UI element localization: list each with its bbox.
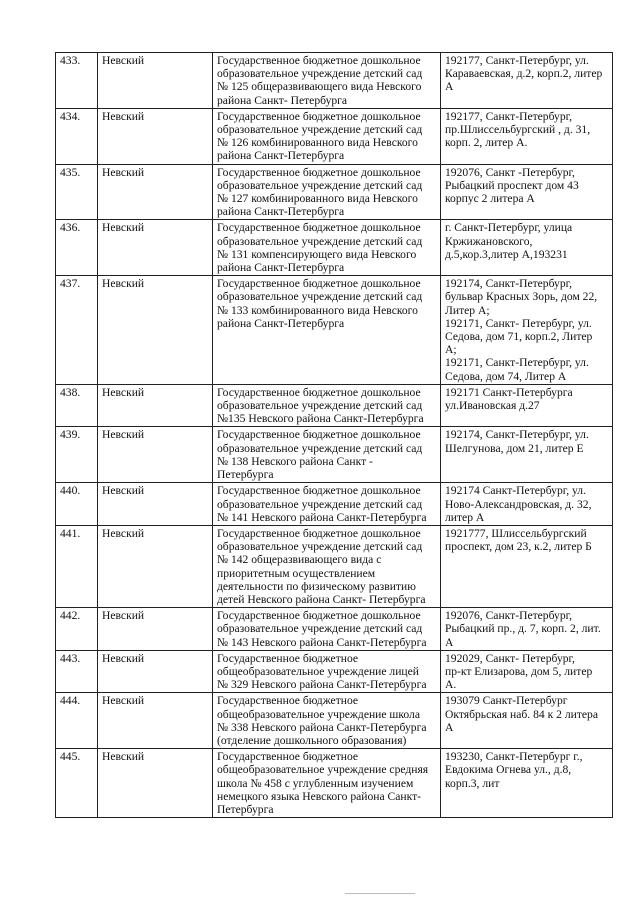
institution-name: Государственное бюджетное дошкольное образовательное учреждение детский сад № 126 комбинированного вида Невского района Санкт-Петербурга — [217, 109, 423, 163]
address-cell — [441, 483, 613, 526]
institution-name-cell — [213, 384, 441, 427]
address-cell — [441, 108, 613, 164]
address: 192029, Санкт- Петербург, пр-кт Елизарова, дом 5, литер А. — [445, 651, 593, 692]
table-row — [56, 749, 613, 818]
address: 192076, Санкт-Петербург, Рыбацкий пр., д. 7, корп. 2, лит. А — [445, 609, 601, 649]
institution-name-cell — [213, 693, 441, 749]
address: 1921777, Шлиссельбургский проспект, дом 23, к.2, литер Б — [445, 526, 592, 554]
row-number: 441. — [56, 525, 98, 607]
institution-name-cell — [213, 164, 441, 220]
table-row — [56, 525, 613, 607]
institution-name-cell — [213, 108, 441, 164]
institution-name-cell — [213, 525, 441, 607]
district-cell: Невский — [98, 483, 213, 526]
address-cell — [441, 384, 613, 427]
kindergarten-registry-table — [55, 52, 613, 818]
institution-name: Государственное бюджетное дошкольное образовательное учреждение детский сад № 143 Невского района Санкт-Петербурга — [217, 609, 427, 649]
district-cell: Невский — [98, 608, 213, 651]
district-cell: Невский — [98, 53, 213, 109]
address: г. Санкт-Петербург, улица Кржижановского, д.5,кор.3,литер А,193231 — [445, 221, 573, 261]
row-number: 434. — [56, 108, 98, 164]
address: 192171 Санкт-Петербурга ул.Ивановская д.27 — [445, 385, 573, 413]
institution-name: Государственное бюджетное дошкольное образовательное учреждение детский сад № 133 комбинированного вида Невского района Санкт-Петербурга — [217, 277, 423, 330]
row-number: 440. — [56, 483, 98, 526]
row-number: 442. — [56, 608, 98, 651]
address-cell — [441, 693, 613, 749]
address-cell — [441, 53, 613, 109]
table-row — [56, 693, 613, 749]
institution-name-cell — [213, 220, 441, 276]
district-cell: Невский — [98, 276, 213, 385]
institution-name-cell — [213, 483, 441, 526]
row-number: 435. — [56, 164, 98, 220]
institution-name: Государственное бюджетное дошкольное образовательное учреждение детский сад № 141 Невского района Санкт-Петербурга — [217, 484, 427, 524]
address: 192174, Санкт-Петербург, бульвар Красных Зорь, дом 22, Литер А; 192171, Санкт- Петербург, ул. Седова, дом 71, корп.2, Литер А; 192171, Санкт-Петербург, ул. Седова, дом 74, Литер А — [445, 277, 598, 383]
row-number: 439. — [56, 427, 98, 483]
address-cell — [441, 276, 613, 385]
institution-name: Государственное бюджетное дошкольное образовательное учреждение детский сад № 127 комбинированного вида Невского района Санкт-Петербурга — [217, 165, 423, 219]
table-row — [56, 53, 613, 109]
address-cell — [441, 525, 613, 607]
address: 192177, Санкт-Петербург, ул. Караваевская, д.2, корп.2, литер А — [445, 54, 603, 94]
table-row — [56, 650, 613, 693]
institution-name: Государственное бюджетное общеобразовательное учреждение школа № 338 Невского района Санкт-Петербурга (отделение дошкольного образования) — [217, 694, 427, 747]
scan-artifact-line — [345, 893, 415, 894]
institution-name: Государственное бюджетное дошкольное образовательное учреждение детский сад № 142 общеразвивающего вида с приоритетным осуществлением деятельности по физическому развитию детей Невского района Санкт- Петербурга — [217, 526, 426, 606]
row-number: 436. — [56, 220, 98, 276]
institution-name-cell — [213, 650, 441, 693]
table-row — [56, 220, 613, 276]
table-row — [56, 108, 613, 164]
table-row — [56, 483, 613, 526]
address: 193230, Санкт-Петербург г., Евдокима Огнева ул., д.8, корп.3, лит — [445, 750, 583, 790]
district-cell: Невский — [98, 650, 213, 693]
address-cell — [441, 749, 613, 818]
address: 192174 Санкт-Петербург, ул. Ново-Александровская, д. 32, литер А — [445, 484, 592, 524]
district-cell: Невский — [98, 164, 213, 220]
institution-name-cell — [213, 427, 441, 483]
table-row — [56, 427, 613, 483]
district-cell: Невский — [98, 749, 213, 818]
address-cell — [441, 220, 613, 276]
address-cell — [441, 164, 613, 220]
address-cell — [441, 650, 613, 693]
institution-name-cell — [213, 276, 441, 385]
row-number: 445. — [56, 749, 98, 818]
row-number: 433. — [56, 53, 98, 109]
table-body — [56, 53, 613, 818]
district-cell: Невский — [98, 525, 213, 607]
row-number: 437. — [56, 276, 98, 385]
address-cell — [441, 608, 613, 651]
institution-name: Государственное бюджетное дошкольное образовательное учреждение детский сад № 138 Невского района Санкт - Петербурга — [217, 428, 423, 482]
district-cell: Невский — [98, 220, 213, 276]
table-row — [56, 276, 613, 385]
institution-name: Государственное бюджетное дошкольное образовательное учреждение детский сад № 131 компенсирующего вида Невского района Санкт-Петербурга — [217, 221, 423, 275]
institution-name: Государственное бюджетное дошкольное образовательное учреждение детский сад № 125 общеразвивающего вида Невского района Санкт- Петербурга — [217, 54, 423, 107]
address: 192076, Санкт -Петербург, Рыбацкий проспект дом 43 корпус 2 литера А — [445, 165, 579, 206]
institution-name-cell — [213, 749, 441, 818]
address: 193079 Санкт-Петербург Октябрьская наб. 84 к 2 литера А — [445, 694, 598, 734]
institution-name: Государственное бюджетное общеобразовательное учреждение средняя школа № 458 с углубленным изучением немецкого языка Невского района Санкт- Петербурга — [217, 750, 429, 816]
institution-name-cell — [213, 608, 441, 651]
table-row — [56, 384, 613, 427]
institution-name: Государственное бюджетное общеобразовательное учреждение лицей № 329 Невского района Санкт-Петербурга — [217, 651, 427, 692]
row-number: 443. — [56, 650, 98, 693]
address-cell — [441, 427, 613, 483]
row-number: 444. — [56, 693, 98, 749]
district-cell: Невский — [98, 384, 213, 427]
district-cell: Невский — [98, 427, 213, 483]
address: 192177, Санкт-Петербург, пр.Шлиссельбургский , д. 31, корп. 2, литер А. — [445, 109, 591, 150]
district-cell: Невский — [98, 693, 213, 749]
address: 192174, Санкт-Петербург, ул. Шелгунова, дом 21, литер Е — [445, 428, 589, 455]
institution-name: Государственное бюджетное дошкольное образовательное учреждение детский сад №135 Невского района Санкт-Петербурга — [217, 385, 424, 426]
district-cell: Невский — [98, 108, 213, 164]
table-row — [56, 608, 613, 651]
table-row — [56, 164, 613, 220]
institution-name-cell — [213, 53, 441, 109]
row-number: 438. — [56, 384, 98, 427]
